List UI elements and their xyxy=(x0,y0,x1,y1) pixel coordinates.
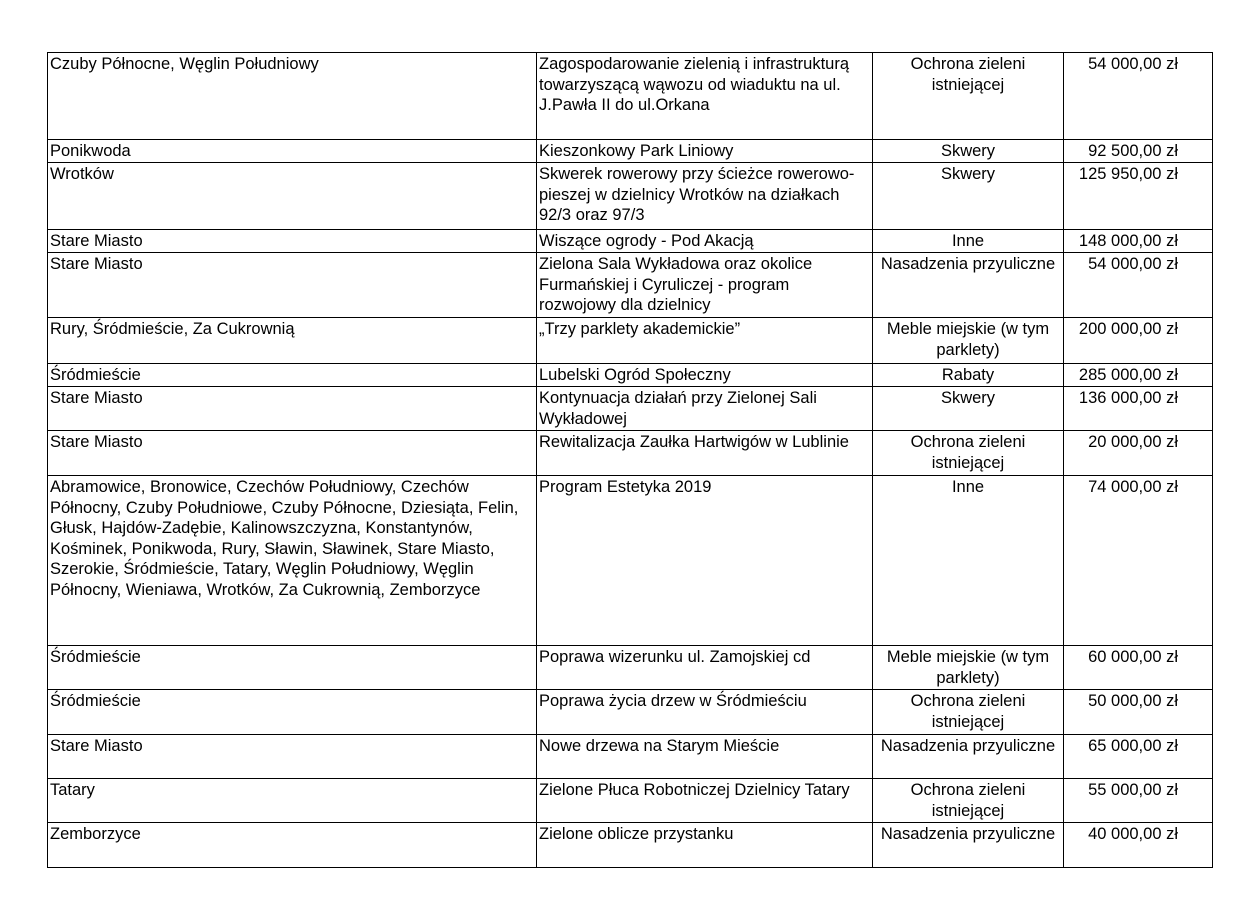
amount-cell: 148 000,00 zł xyxy=(1064,230,1213,253)
table-row xyxy=(48,476,1213,646)
table-row xyxy=(48,823,1213,868)
project-cell: Kontynuacja działań przy Zielonej Sali Wykładowej xyxy=(537,387,873,431)
project-cell: Zagospodarowanie zielenią i infrastrukturą towarzyszącą wąwozu od wiaduktu na ul. J.Pawła II do ul.Orkana xyxy=(537,53,873,140)
table-row xyxy=(48,253,1213,318)
table-row xyxy=(48,690,1213,735)
category-cell: Nasadzenia przyuliczne xyxy=(873,735,1064,779)
project-cell: Zielone oblicze przystanku xyxy=(537,823,873,868)
category-cell: Ochrona zieleni istniejącej xyxy=(873,431,1064,476)
project-cell: Zielona Sala Wykładowa oraz okolice Furmańskiej i Cyruliczej - program rozwojowy dla dzielnicy xyxy=(537,253,873,318)
table-row xyxy=(48,387,1213,431)
category-cell: Nasadzenia przyuliczne xyxy=(873,823,1064,868)
project-cell: Wiszące ogrody - Pod Akacją xyxy=(537,230,873,253)
category-cell: Ochrona zieleni istniejącej xyxy=(873,53,1064,140)
category-cell: Nasadzenia przyuliczne xyxy=(873,253,1064,318)
table-row xyxy=(48,230,1213,253)
district-cell: Tatary xyxy=(48,779,537,823)
district-cell: Stare Miasto xyxy=(48,230,537,253)
project-cell: Program Estetyka 2019 xyxy=(537,476,873,646)
category-cell: Ochrona zieleni istniejącej xyxy=(873,690,1064,735)
table-row xyxy=(48,163,1213,230)
category-cell: Skwery xyxy=(873,387,1064,431)
district-cell: Śródmieście xyxy=(48,690,537,735)
amount-cell: 136 000,00 zł xyxy=(1064,387,1213,431)
table-row xyxy=(48,364,1213,387)
amount-cell: 40 000,00 zł xyxy=(1064,823,1213,868)
table-row xyxy=(48,431,1213,476)
amount-cell: 285 000,00 zł xyxy=(1064,364,1213,387)
category-cell: Inne xyxy=(873,476,1064,646)
amount-cell: 74 000,00 zł xyxy=(1064,476,1213,646)
table-row xyxy=(48,318,1213,364)
project-cell: Nowe drzewa na Starym Mieście xyxy=(537,735,873,779)
project-cell: Skwerek rowerowy przy ścieżce rowerowo-pieszej w dzielnicy Wrotków na działkach 92/3 oraz 97/3 xyxy=(537,163,873,230)
district-cell: Zemborzyce xyxy=(48,823,537,868)
category-cell: Skwery xyxy=(873,140,1064,163)
district-cell: Rury, Śródmieście, Za Cukrownią xyxy=(48,318,537,364)
table-row xyxy=(48,53,1213,140)
category-cell: Inne xyxy=(873,230,1064,253)
project-cell: „Trzy parklety akademickie” xyxy=(537,318,873,364)
table-row xyxy=(48,140,1213,163)
category-cell: Ochrona zieleni istniejącej xyxy=(873,779,1064,823)
table-row xyxy=(48,735,1213,779)
amount-cell: 20 000,00 zł xyxy=(1064,431,1213,476)
district-cell: Stare Miasto xyxy=(48,735,537,779)
project-cell: Poprawa życia drzew w Śródmieściu xyxy=(537,690,873,735)
district-cell: Czuby Północne, Węglin Południowy xyxy=(48,53,537,140)
table-row xyxy=(48,646,1213,690)
projects-table xyxy=(47,52,1213,868)
district-cell: Ponikwoda xyxy=(48,140,537,163)
district-cell: Wrotków xyxy=(48,163,537,230)
project-cell: Lubelski Ogród Społeczny xyxy=(537,364,873,387)
amount-cell: 125 950,00 zł xyxy=(1064,163,1213,230)
district-cell: Stare Miasto xyxy=(48,253,537,318)
amount-cell: 55 000,00 zł xyxy=(1064,779,1213,823)
amount-cell: 54 000,00 zł xyxy=(1064,53,1213,140)
project-cell: Zielone Płuca Robotniczej Dzielnicy Tatary xyxy=(537,779,873,823)
amount-cell: 50 000,00 zł xyxy=(1064,690,1213,735)
project-cell: Rewitalizacja Zaułka Hartwigów w Lublinie xyxy=(537,431,873,476)
amount-cell: 60 000,00 zł xyxy=(1064,646,1213,690)
district-cell: Abramowice, Bronowice, Czechów Południowy, Czechów Północny, Czuby Południowe, Czuby Północne, Dziesiąta, Felin, Głusk, Hajdów-Zadębie, Kalinowszczyzna, Konstantynów, Kośminek, Ponikwoda, Rury, Sławin, Sławinek, Stare Miasto, Szerokie, Śródmieście, Tatary, Węglin Południowy, Węglin Północny, Wieniawa, Wrotków, Za Cukrownią, Zemborzyce xyxy=(48,476,537,646)
amount-cell: 54 000,00 zł xyxy=(1064,253,1213,318)
project-cell: Kieszonkowy Park Liniowy xyxy=(537,140,873,163)
category-cell: Meble miejskie (w tym parklety) xyxy=(873,646,1064,690)
project-cell: Poprawa wizerunku ul. Zamojskiej cd xyxy=(537,646,873,690)
category-cell: Skwery xyxy=(873,163,1064,230)
amount-cell: 200 000,00 zł xyxy=(1064,318,1213,364)
category-cell: Meble miejskie (w tym parklety) xyxy=(873,318,1064,364)
district-cell: Stare Miasto xyxy=(48,387,537,431)
table-row xyxy=(48,779,1213,823)
district-cell: Śródmieście xyxy=(48,364,537,387)
amount-cell: 65 000,00 zł xyxy=(1064,735,1213,779)
district-cell: Śródmieście xyxy=(48,646,537,690)
amount-cell: 92 500,00 zł xyxy=(1064,140,1213,163)
category-cell: Rabaty xyxy=(873,364,1064,387)
district-cell: Stare Miasto xyxy=(48,431,537,476)
